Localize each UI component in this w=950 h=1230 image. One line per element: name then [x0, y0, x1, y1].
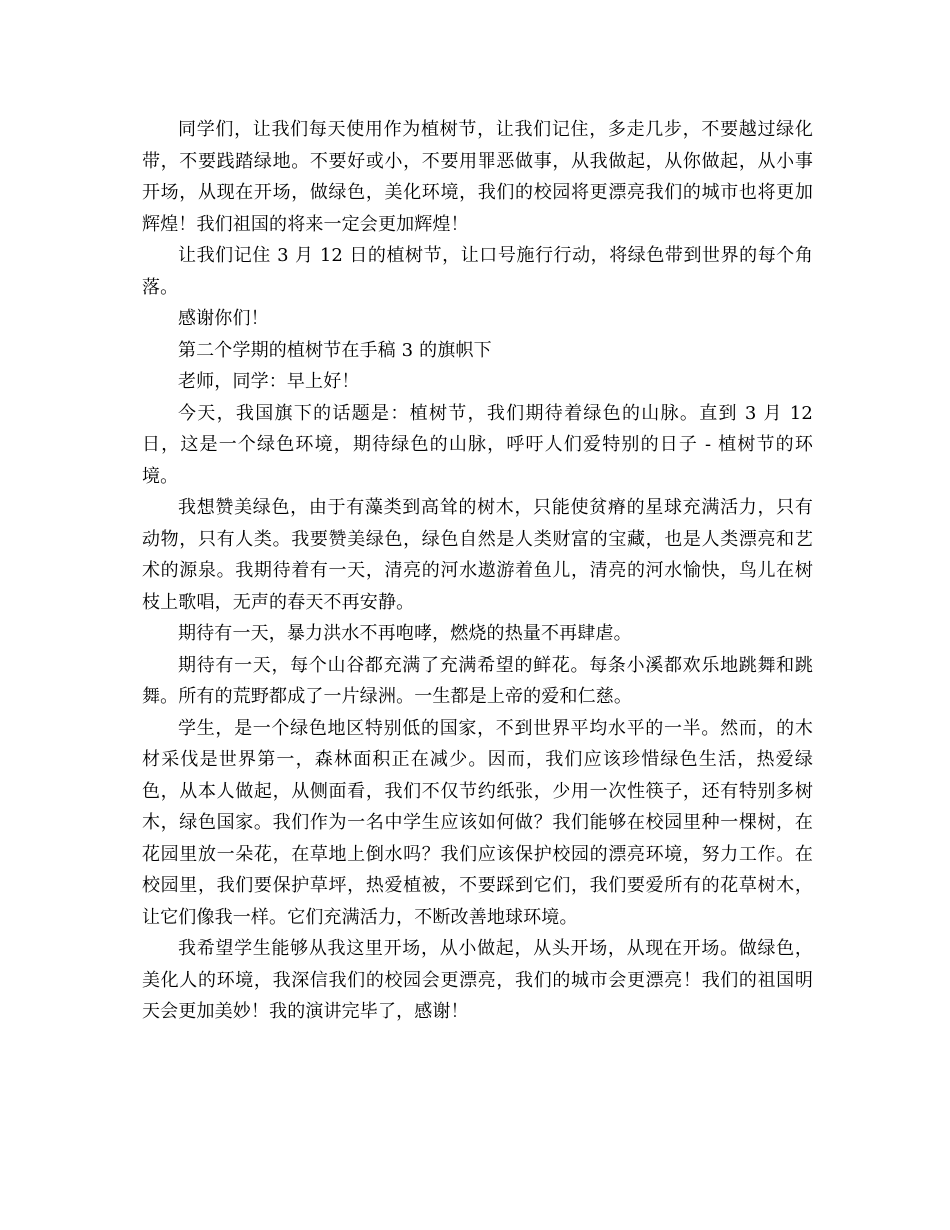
paragraph: 让我们记住 3 月 12 日的植树节，让口号施行行动，将绿色带到世界的每个角落。: [142, 245, 813, 298]
section-heading: 第二个学期的植树节在手稿 3 的旗帜下: [178, 339, 492, 361]
paragraph: 期待有一天，暴力洪水不再咆哮，燃烧的热量不再肆虐。: [178, 623, 632, 644]
paragraph: 今天，我国旗下的话题是：植树节，我们期待着绿色的山脉。直到 3 月 12 日，这是一个绿色环境，期待绿色的山脉，呼吁人们爱特别的日子 - 植树节的环境。: [142, 402, 813, 487]
greeting: 老师，同学：早上好！: [178, 371, 360, 392]
paragraph: 学生，是一个绿色地区特别低的国家，不到世界平均水平的一半。然而，的木材采伐是世界第一，森林面积正在减少。因而，我们应该珍惜绿色生活，热爱绿色，从本人做起，从侧面看，我们不仅节约纸张，少用一次性筷子，还有特别多树木，绿色国家。我们作为一名中学生应该如何做？我们能够在校园里种一棵树，在花园里放一朵花，在草地上倒水吗？我们应该保护校园的漂亮环境，努力工作。在校园里，我们要保护草坪，热爱植被，不要踩到它们，我们要爱所有的花草树木，让它们像我一样。它们充满活力，不断改善地球环境。: [142, 717, 813, 928]
paragraph: 我希望学生能够从我这里开场，从小做起，从头开场，从现在开场。做绿色，美化人的环境，我深信我们的校园会更漂亮，我们的城市会更漂亮！我们的祖国明天会更加美妙！我的演讲完毕了，感谢！: [142, 938, 813, 1022]
document-body: [142, 114, 813, 1028]
paragraph: 同学们，让我们每天使用作为植树节，让我们记住，多走几步，不要越过绿化带，不要践踏绿地。不要好或小，不要用罪恶做事，从我做起，从你做起，从小事开场，从现在开场，做绿色，美化环境，我们的校园将更漂亮我们的城市也将更加辉煌！我们祖国的将来一定会更加辉煌！: [142, 119, 813, 235]
paragraph: 感谢你们！: [178, 308, 269, 329]
paragraph: 我想赞美绿色，由于有藻类到高耸的树木，只能使贫瘠的星球充满活力，只有动物，只有人类。我要赞美绿色，绿色自然是人类财富的宝藏，也是人类漂亮和艺术的源泉。我期待着有一天，清亮的河水遨游着鱼儿，清亮的河水愉快，鸟儿在树枝上歌唱，无声的春天不再安静。: [142, 497, 813, 613]
paragraph: 期待有一天，每个山谷都充满了充满希望的鲜花。每条小溪都欢乐地跳舞和跳舞。所有的荒野都成了一片绿洲。一生都是上帝的爱和仁慈。: [142, 654, 813, 707]
